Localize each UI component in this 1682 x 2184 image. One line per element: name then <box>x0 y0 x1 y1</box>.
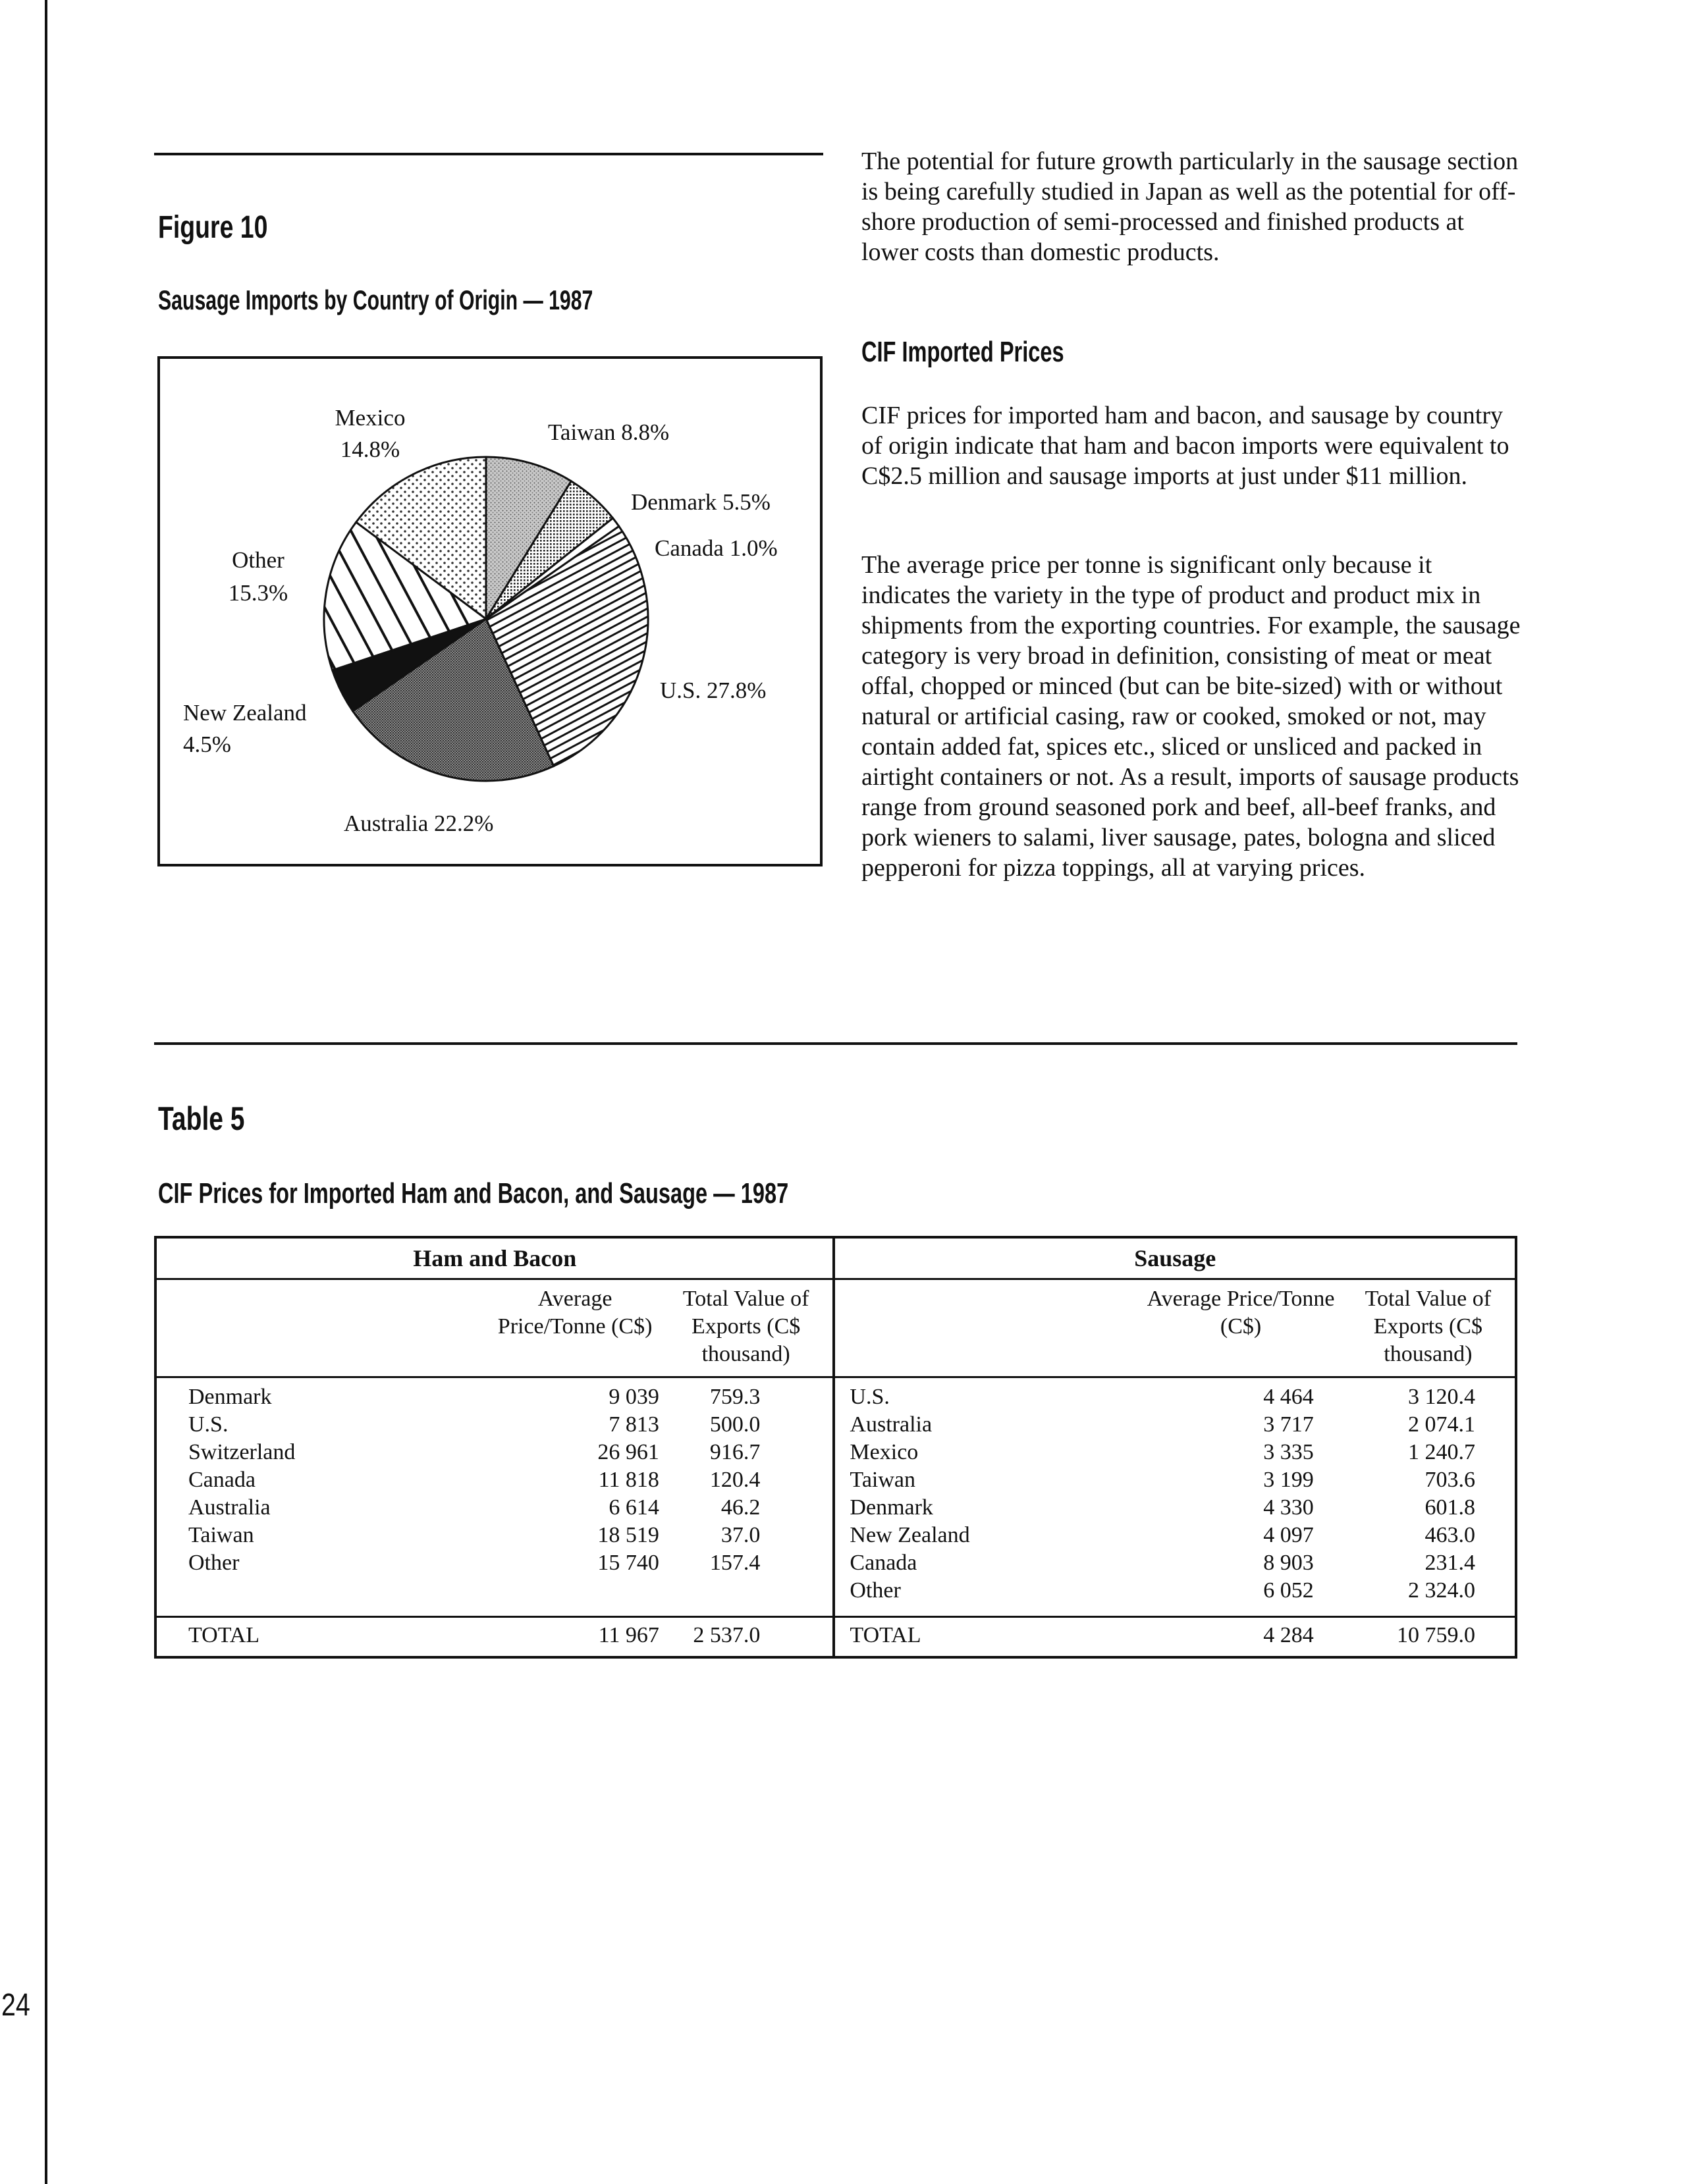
ham-total-price: 11 967 <box>506 1617 659 1658</box>
ham-col-price-header: Average Price/Tonne (C$) <box>372 1279 659 1377</box>
sausage-country-column <box>834 1377 1048 1616</box>
ham-country-column <box>155 1377 372 1616</box>
ham-value-cell: 916.7 <box>709 1439 761 1464</box>
page-number: 24 <box>1 1988 30 2023</box>
sausage-price-column <box>1183 1377 1342 1616</box>
table-total-row <box>155 1617 1516 1658</box>
group-header-sausage: Sausage <box>834 1237 1516 1279</box>
sausage-total-label: TOTAL <box>834 1617 1048 1658</box>
sausage-value-cell: 231.4 <box>1424 1550 1475 1575</box>
sausage-value-cell: 463.0 <box>1424 1522 1475 1547</box>
sausage-value-cell: 601.8 <box>1424 1495 1475 1520</box>
ham-value-cell: 46.2 <box>720 1495 761 1520</box>
ham-total-value: 2 537.0 <box>659 1617 834 1658</box>
sausage-price-cell: 4 330 <box>1263 1495 1314 1520</box>
pie-label-u-s: U.S. 27.8% <box>660 678 767 703</box>
sausage-price-cell: 3 199 <box>1263 1467 1314 1492</box>
cif-prices-table <box>154 1236 1517 1659</box>
pie-label-new-zealand: New Zealand <box>183 700 307 726</box>
ham-country-cell: U.S. <box>188 1412 229 1437</box>
sausage-value-cell: 2 074.1 <box>1408 1412 1475 1437</box>
paragraph-cif-prices: CIF prices for imported ham and bacon, and sausage by country of origin indicate that ham and bacon imports were equivalent to C$2.5 million and sausage imports at just under $11 million. <box>861 402 1509 490</box>
sausage-col-value-header: Total Value of Exports (C$ thousand) <box>1342 1279 1516 1377</box>
sausage-price-cell: 3 335 <box>1263 1439 1314 1464</box>
ham-value-cell: 157.4 <box>709 1550 761 1575</box>
pie-label-canada: Canada 1.0% <box>655 535 778 561</box>
table-label: Table 5 <box>158 1100 245 1137</box>
sausage-value-cell: 703.6 <box>1424 1467 1475 1492</box>
ham-value-column <box>659 1377 834 1616</box>
sausage-country-cell: Mexico <box>850 1439 919 1464</box>
sausage-country-cell: Other <box>850 1578 901 1603</box>
ham-value-cell: 759.3 <box>709 1384 761 1409</box>
sausage-country-cell: Australia <box>850 1412 933 1437</box>
sausage-price-cell: 3 717 <box>1263 1412 1314 1437</box>
pie-label-denmark: Denmark 5.5% <box>631 489 771 515</box>
pie-label-other: Other <box>232 547 285 573</box>
sausage-value-cell: 1 240.7 <box>1408 1439 1475 1464</box>
paragraph-average-price: The average price per tonne is significant only because it indicates the variety in the type of product and product mix in shipments from the exporting countries. For example, the sausage category is very broad in definition, consisting of meat or meat offal, chopped or minced (but can be bite-sized) with or without natural or artificial casing, raw or cooked, smoked or not, may contain added fat, spices etc., sliced or unsliced and packed in airtight containers or not. As a result, imports of sausage products range from ground seasoned pork and beef, all-beef franks, and pork wieners to salami, liver sausage, pates, bologna and sliced pepperoni for pizza toppings, all at varying prices. <box>861 551 1521 882</box>
ham-country-cell: Canada <box>188 1467 256 1492</box>
sausage-country-cell: New Zealand <box>850 1522 970 1547</box>
ham-col-value-header: Total Value of Exports (C$ thousand) <box>659 1279 834 1377</box>
sausage-total-value: 10 759.0 <box>1342 1617 1516 1658</box>
sausage-col-price-header: Average Price/Tonne (C$) <box>1048 1279 1341 1377</box>
figure-title: Sausage Imports by Country of Origin — 1987 <box>158 284 593 315</box>
sausage-value-column <box>1342 1377 1516 1616</box>
pie-label-australia: Australia 22.2% <box>344 811 494 836</box>
ham-country-cell: Australia <box>188 1495 271 1520</box>
sausage-country-cell: U.S. <box>850 1384 890 1409</box>
ham-price-cell: 15 740 <box>597 1550 659 1575</box>
ham-price-cell: 6 614 <box>609 1495 659 1520</box>
sausage-country-cell: Canada <box>850 1550 917 1575</box>
ham-value-cell: 120.4 <box>709 1467 761 1492</box>
section-heading-cif: CIF Imported Prices <box>861 336 1064 368</box>
ham-country-cell: Taiwan <box>188 1522 254 1547</box>
ham-price-cell: 26 961 <box>597 1439 659 1464</box>
sausage-country-cell: Taiwan <box>850 1467 915 1492</box>
ham-country-cell: Denmark <box>188 1384 272 1409</box>
sausage-value-cell: 3 120.4 <box>1408 1384 1475 1409</box>
ham-country-cell: Other <box>188 1550 240 1575</box>
table-top-rule <box>154 1042 1517 1045</box>
ham-price-cell: 11 818 <box>598 1467 659 1492</box>
table-title: CIF Prices for Imported Ham and Bacon, and Sausage — 1987 <box>158 1177 789 1210</box>
pie-label-mexico: Mexico <box>335 405 406 431</box>
figure-label: Figure 10 <box>158 210 268 245</box>
ham-price-cell: 18 519 <box>597 1522 659 1547</box>
sausage-price-cell: 4 464 <box>1263 1384 1314 1409</box>
sausage-total-price: 4 284 <box>1183 1617 1342 1658</box>
pie-label-taiwan: Taiwan 8.8% <box>548 419 670 445</box>
ham-country-cell: Switzerland <box>188 1439 296 1464</box>
sausage-price-cell: 8 903 <box>1263 1550 1314 1575</box>
group-header-ham-bacon: Ham and Bacon <box>155 1237 834 1279</box>
sausage-country-cell: Denmark <box>850 1495 933 1520</box>
sausage-value-cell: 2 324.0 <box>1408 1578 1475 1603</box>
ham-value-cell: 37.0 <box>720 1522 761 1547</box>
ham-price-column <box>506 1377 659 1616</box>
sausage-price-cell: 4 097 <box>1263 1522 1314 1547</box>
pie-label-mexico: 14.8% <box>340 437 400 462</box>
sausage-price-cell: 6 052 <box>1263 1578 1314 1603</box>
paragraph-growth: The potential for future growth particularly in the sausage section is being carefully studied in Japan as well as the potential for off-shore production of semi-processed and finished products at lower costs than domestic products. <box>861 147 1519 266</box>
ham-total-label: TOTAL <box>155 1617 372 1658</box>
pie-label-other: 15.3% <box>228 580 288 606</box>
ham-price-cell: 7 813 <box>609 1412 659 1437</box>
pie-label-new-zealand: 4.5% <box>183 732 231 757</box>
ham-value-cell: 500.0 <box>709 1412 761 1437</box>
ham-price-cell: 9 039 <box>609 1384 659 1409</box>
